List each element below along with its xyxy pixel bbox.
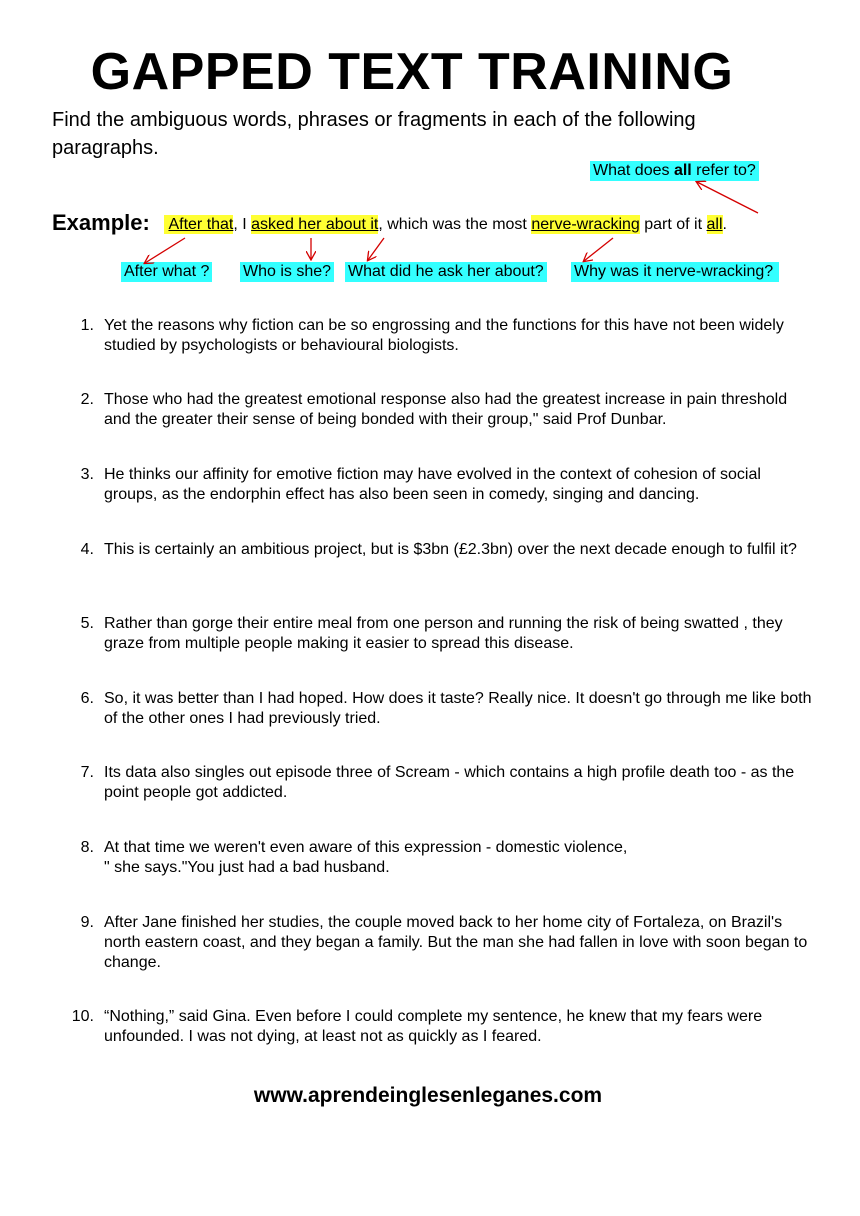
example-highlight-nerve-wracking: nerve-wracking — [531, 216, 640, 233]
item-text: Yet the reasons why fiction can be so engrossing and the functions for this have not been widely studied by psychologists or behavioural biologists. — [104, 317, 784, 354]
item-number: 10. — [71, 1008, 94, 1025]
item-text: He thinks our affinity for emotive fiction may have evolved in the context of cohesion of social groups, as the endorphin effect has also been seen in comedy, singing and dancing. — [104, 466, 761, 503]
item-number: 9. — [80, 914, 94, 931]
top-callout-post: refer to? — [691, 162, 756, 179]
item-text: Those who had the greatest emotional response also had the greatest increase in pain threshold and the greater their sense of being bonded with their group," said Prof Dunbar. — [104, 391, 788, 428]
arrow-nerve-wracking — [584, 238, 613, 261]
item-text: So, it was better than I had hoped. How does it taste? Really nice. It doesn't go through me like both of the other ones I had previously tried. — [104, 690, 812, 727]
top-callout — [590, 161, 759, 181]
page-title: GAPPED TEXT TRAINING — [90, 43, 734, 101]
item-number: 1. — [80, 317, 94, 334]
item-text: Rather than gorge their entire meal from one person and running the risk of being swatted , they graze from multiple people making it easier to spread this disease. — [104, 615, 783, 652]
example-seg-4: , which was the most — [378, 216, 532, 233]
item-text: At that time we weren't even aware of this expression - domestic violence, " she says."You just had a bad husband. — [104, 839, 628, 876]
callout-what-did-he-ask: What did he ask her about? — [345, 262, 547, 282]
item-number: 6. — [80, 690, 94, 707]
example-seg-after-that: After that — [168, 216, 234, 233]
example-seg-8: . — [722, 216, 727, 233]
item-number: 5. — [80, 615, 94, 632]
item-number: 7. — [80, 764, 94, 781]
item-number: 8. — [80, 839, 94, 856]
callout-why-nerve-wracking: Why was it nerve-wracking? — [571, 262, 779, 282]
item-text: After Jane finished her studies, the couple moved back to her home city of Fortaleza, on Brazil's north eastern coast, and they began a family. But the man she had fallen in love with soon began to change. — [104, 914, 808, 971]
footer-website: www.aprendeinglesenleganes.com — [253, 1084, 603, 1107]
example-highlight-after-that — [164, 215, 233, 234]
item-text: This is certainly an ambitious project, but is $3bn (£2.3bn) over the next decade enough to fulfil it? — [104, 541, 797, 558]
top-callout-pre: What does — [593, 162, 674, 179]
item-number: 2. — [80, 391, 94, 408]
example-highlight-all: all — [706, 216, 723, 233]
callout-who-is-she: Who is she? — [240, 262, 334, 282]
example-highlight-asked-her: asked her about it — [251, 216, 379, 233]
example-sentence — [164, 214, 727, 236]
example-seg-6: part of it — [639, 216, 707, 233]
top-callout-bold: all — [673, 162, 692, 179]
arrow-after-that — [145, 238, 185, 263]
instructions-text: Find the ambiguous words, phrases or fragments in each of the following paragraphs. — [52, 109, 696, 159]
example-seg-2: , I — [233, 216, 252, 233]
item-text: “Nothing,” said Gina. Even before I could complete my sentence, he knew that my fears were unfounded. I was not dying, at least not as quickly as I feared. — [104, 1008, 763, 1045]
callout-after-what: After what ? — [121, 262, 212, 282]
item-number: 4. — [80, 541, 94, 558]
arrow-it — [368, 238, 384, 260]
arrow-to-top-callout — [697, 182, 758, 213]
example-label: Example: — [52, 210, 150, 235]
item-number: 3. — [80, 466, 94, 483]
item-text: Its data also singles out episode three of Scream - which contains a high profile death too - as the point people got addicted. — [104, 764, 795, 801]
